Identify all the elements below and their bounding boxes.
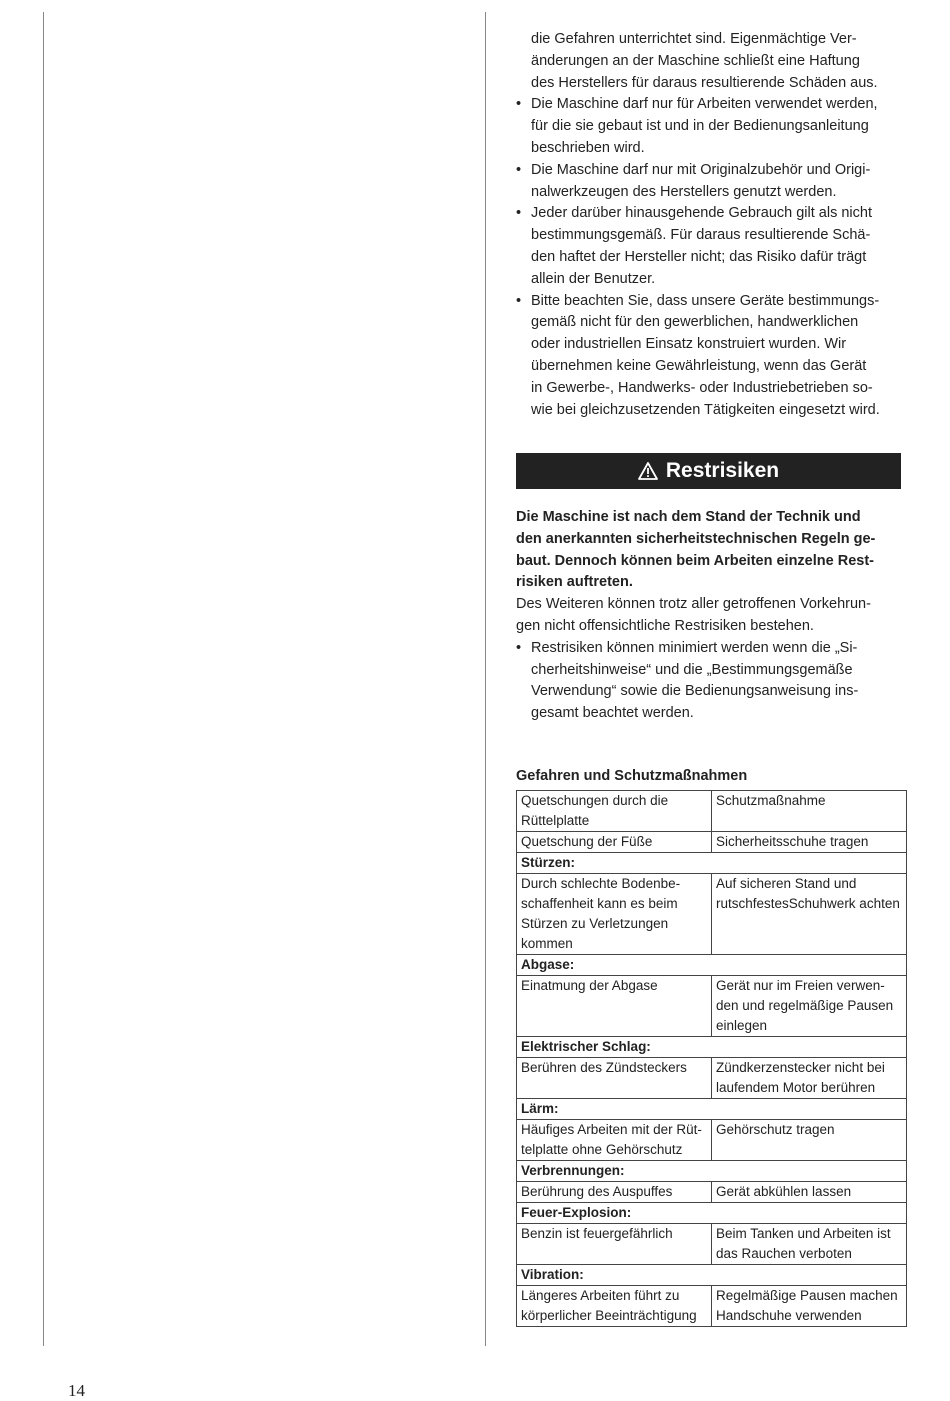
bullet-dot: • [516,161,522,178]
bullet-dot: • [516,639,522,656]
text-line: übernehmen keine Gewährleistung, wenn das Gerät [531,357,867,374]
hazard-cell [517,874,712,955]
table-row [517,874,907,955]
text-line: telplatte ohne Gehörschutz [521,1142,683,1157]
bullet-text [531,291,902,422]
bullet-list [516,94,902,421]
measure-cell [712,791,907,832]
text-line: Quetschungen durch die [521,793,669,808]
text-line: nalwerkzeugen des Herstellers genutzt werden. [531,183,837,200]
table-category-row [517,853,907,874]
category-cell: Abgase: [517,955,907,976]
text-line: den haftet der Hersteller nicht; das Risiko dafür trägt [531,248,867,265]
category-cell: Stürzen: [517,853,907,874]
table-category-row [517,1265,907,1286]
text-line: gen nicht offensichtliche Restrisiken bestehen. [516,617,814,634]
table-title: Gefahren und Schutzmaßnahmen [516,768,748,784]
table-row [517,1182,907,1203]
category-cell: Verbrennungen: [517,1161,907,1182]
residual-risk-section [516,507,902,725]
text-line: Jeder darüber hinausgehende Gebrauch gilt als nicht [531,205,872,222]
text-line: die Gefahren unterrichtet sind. Eigenmächtige Ver- [531,31,857,47]
text-line: Stürzen zu Verletzungen [521,916,669,931]
text-line: Gehörschutz tragen [716,1122,835,1137]
text-line: Gerät abkühlen lassen [716,1184,852,1199]
text-line: laufendem Motor berühren [716,1080,876,1095]
bullet-item [516,291,902,422]
bullet-text [531,94,902,159]
bullet-text [531,203,902,290]
text-line: Berührung des Auspuffes [521,1184,673,1199]
hazard-cell [517,1058,712,1099]
text-line: cherheitshinweise“ und die „Bestimmungsgemäße [531,661,853,678]
text-line: den und regelmäßige Pausen [716,998,894,1013]
text-line: Auf sicheren Stand und [716,876,857,891]
bullet-text [531,160,902,204]
text-line: Verwendung“ sowie die Bedienungsanweisung ins- [531,683,859,700]
intended-use-section [516,29,902,421]
text-line: Die Maschine darf nur mit Originalzubehör und Origi- [531,161,871,178]
table-category-row [517,1099,907,1120]
table-row [517,976,907,1037]
text-line: rutschfestesSchuhwerk achten [716,896,900,911]
text-line: Quetschung der Füße [521,834,653,849]
risk-bullet [516,638,902,725]
text-line: Beim Tanken und Arbeiten ist [716,1226,891,1241]
table-category-row [517,1203,907,1224]
text-line: Schutzmaßnahme [716,793,826,808]
bullet-dot: • [516,96,522,113]
text-line: einlegen [716,1018,768,1033]
text-line: Einatmung der Abgase [521,978,658,993]
text-line: Berühren des Zündsteckers [521,1060,687,1075]
text-line: in Gewerbe-, Handwerks- oder Industriebetrieben so- [531,379,873,396]
bullet-item [516,160,902,204]
column-divider-rule [485,12,486,1346]
text-line: kommen [521,936,573,951]
text-line: schaffenheit kann es beim [521,896,678,911]
text-line: baut. Dennoch können beim Arbeiten einzelne Rest- [516,552,874,569]
table-category-row [517,1037,907,1058]
text-line: Regelmäßige Pausen machen [716,1288,898,1303]
text-line: Restrisiken können minimiert werden wenn die „Si- [531,639,858,656]
category-cell: Vibration: [517,1265,907,1286]
text-line: Die Maschine ist nach dem Stand der Technik und [516,509,861,525]
text-line: allein der Benutzer. [531,270,656,287]
measure-cell [712,832,907,853]
table-row [517,1224,907,1265]
text-line: Handschuhe verwenden [716,1308,862,1323]
warning-triangle-icon [638,462,658,480]
category-cell: Feuer-Explosion: [517,1203,907,1224]
text-line: für die sie gebaut ist und in der Bedienungsanleitung [531,118,869,135]
table-row [517,791,907,832]
text-line: beschrieben wird. [531,139,645,156]
measure-cell [712,976,907,1037]
measure-cell [712,1058,907,1099]
left-margin-rule [43,12,44,1346]
bullet-item [516,94,902,159]
table-category-row [517,955,907,976]
hazard-cell [517,1182,712,1203]
text-line: Längeres Arbeiten führt zu [521,1288,680,1303]
risk-bullet-text [531,638,902,725]
text-line: risiken auftreten. [516,574,633,591]
restrisiken-banner [516,453,901,489]
page-number: 14 [68,1381,85,1400]
measure-cell [712,1224,907,1265]
text-line: Des Weiteren können trotz aller getroffenen Vorkehrun- [516,596,871,613]
text-line: Die Maschine darf nur für Arbeiten verwendet werden, [531,96,878,113]
risk-normal-paragraph [516,594,902,638]
measure-cell [712,1182,907,1203]
text-line: Durch schlechte Bodenbe- [521,876,681,891]
hazard-cell [517,1224,712,1265]
hazard-cell [517,1120,712,1161]
text-line: des Herstellers für daraus resultierende Schäden aus. [531,74,878,91]
text-line: Gerät nur im Freien verwen- [716,978,885,993]
text-line: wie bei gleichzusetzenden Tätigkeiten eingesetzt wird. [531,401,880,418]
text-line: das Rauchen verboten [716,1246,852,1261]
hazard-cell [517,791,712,832]
measure-cell [712,1286,907,1327]
table-row [517,1286,907,1327]
bullet-item [516,203,902,290]
text-line: körperlicher Beeinträchtigung [521,1308,697,1323]
text-line: gemäß nicht für den gewerblichen, handwerklichen [531,314,859,331]
text-line: gesamt beachtet werden. [531,705,694,722]
text-line: änderungen an der Maschine schließt eine Haftung [531,52,860,69]
hazard-cell [517,832,712,853]
text-line: Häufiges Arbeiten mit der Rüt- [521,1122,702,1137]
text-line: Benzin ist feuergefährlich [521,1226,673,1241]
hazards-table [516,790,907,1327]
risk-bold-paragraph [516,507,902,594]
table-row [517,1058,907,1099]
banner-title: Restrisiken [665,459,780,482]
text-line: Rüttelplatte [521,813,590,828]
bullet-dot: • [516,292,522,309]
measure-cell [712,1120,907,1161]
table-row [517,1120,907,1161]
table-category-row [517,1161,907,1182]
text-line: Bitte beachten Sie, dass unsere Geräte bestimmungs- [531,292,880,309]
intro-paragraph [516,29,902,94]
text-line: bestimmungsgemäß. Für daraus resultierende Schä- [531,227,871,244]
table-row [517,832,907,853]
bullet-dot: • [516,205,522,222]
text-line: Zündkerzenstecker nicht bei [716,1060,885,1075]
text-line: oder industriellen Einsatz konstruiert wurden. Wir [531,336,847,353]
hazard-cell [517,976,712,1037]
category-cell: Elektrischer Schlag: [517,1037,907,1058]
hazard-cell [517,1286,712,1327]
measure-cell [712,874,907,955]
category-cell: Lärm: [517,1099,907,1120]
text-line: den anerkannten sicherheitstechnischen Regeln ge- [516,530,876,547]
text-line: Sicherheitsschuhe tragen [716,834,869,849]
